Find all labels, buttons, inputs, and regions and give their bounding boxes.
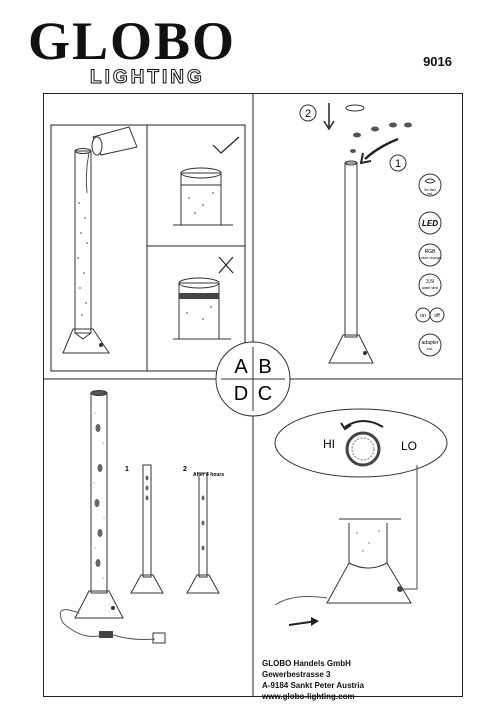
- panel-a: [51, 125, 245, 371]
- hi-label: HI: [323, 437, 335, 451]
- panel-c: [275, 409, 447, 626]
- svg-text:5x fish: 5x fish: [424, 187, 436, 192]
- step-1-label: 1: [394, 158, 402, 170]
- after-hours-label: After 4 hours: [193, 472, 225, 478]
- tube-1-label: 1: [125, 466, 129, 473]
- svg-text:3,5l: 3,5l: [425, 279, 435, 285]
- svg-text:LED: LED: [422, 219, 438, 228]
- plug-icon: [99, 631, 113, 638]
- svg-text:incl.: incl.: [426, 192, 434, 196]
- company-website[interactable]: www.globo-lighting.com: [262, 692, 355, 701]
- down-arrow-icon: [324, 103, 334, 129]
- svg-text:off: off: [434, 313, 440, 319]
- panel-d: [60, 391, 224, 644]
- quadrant-a-label: A: [234, 356, 248, 378]
- feature-badges: [416, 174, 444, 356]
- company-city: A-9184 Sankt Peter Austria: [262, 681, 364, 690]
- model-number: 9016: [423, 54, 452, 69]
- step-2-label: 2: [304, 108, 312, 120]
- insert-arrow-icon: [365, 139, 398, 159]
- quadrant-c-label: C: [257, 383, 273, 405]
- company-address: [262, 658, 364, 702]
- brand-name: GLOBO: [28, 11, 237, 71]
- company-name: GLOBO Handels GmbH: [262, 659, 351, 668]
- panel-b: [300, 103, 444, 363]
- tank-lid: [346, 105, 364, 111]
- brand-logo: [28, 11, 278, 88]
- quadrant-badge: [216, 342, 290, 416]
- svg-text:colour change: colour change: [419, 256, 441, 260]
- svg-text:RGB: RGB: [424, 249, 436, 255]
- tube-2-label: 2: [183, 466, 187, 473]
- lo-label: LO: [401, 439, 418, 453]
- check-icon: [213, 137, 239, 153]
- svg-text:on: on: [420, 313, 426, 319]
- quadrant-d-label: D: [233, 383, 249, 405]
- company-street: Gewerbestrasse 3: [262, 670, 331, 679]
- brand-subtitle: LIGHTING: [90, 67, 205, 88]
- svg-text:adapter: adapter: [421, 340, 439, 346]
- adapter-icon: [153, 633, 165, 643]
- instruction-diagram: [43, 93, 463, 697]
- svg-text:water tank: water tank: [421, 286, 439, 290]
- svg-text:incl.: incl.: [426, 347, 434, 351]
- quadrant-b-label: B: [258, 356, 272, 378]
- cross-icon: [219, 257, 233, 273]
